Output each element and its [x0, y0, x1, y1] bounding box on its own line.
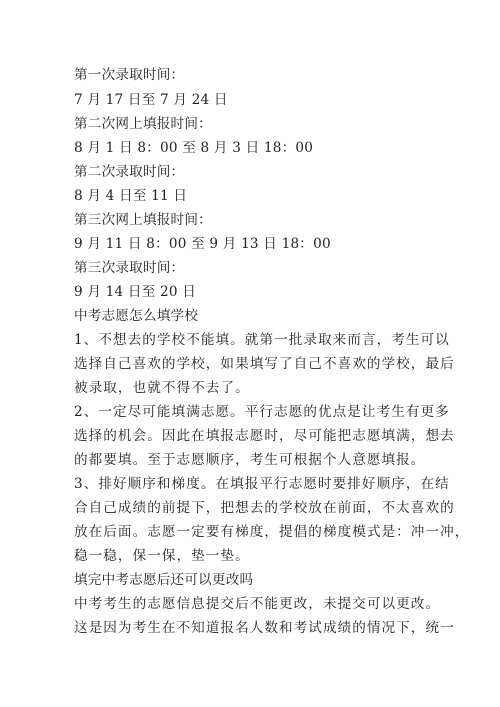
paragraph-line: 选择自己喜欢的学校，如果填写了自己不喜欢的学校，最后 — [74, 356, 455, 372]
paragraph-line: 合自己成绩的前提下，把想去的学校放在前面，不太喜欢的 — [74, 500, 455, 516]
paragraph-line: 放在后面。志愿一定要有梯度，提倡的梯度模式是：冲一冲， — [74, 524, 470, 540]
paragraph-line: 选择的机会。因此在填报志愿时，尽可能把志愿填满，想去 — [74, 428, 455, 444]
heading-third-online-filing-time: 第三次网上填报时间： — [74, 212, 212, 228]
paragraph-line: 这是因为考生在不知道报名人数和考试成绩的情况下，统一 — [74, 620, 455, 636]
date-third-online-filing: 9 月 11 日 8：00 至 9 月 13 日 18：00 — [74, 236, 331, 252]
paragraph-line: 2、一定尽可能填满志愿。平行志愿的优点是让考生有更多 — [74, 404, 450, 420]
paragraph-line: 1、不想去的学校不能填。就第一批录取来而言，考生可以 — [74, 332, 450, 348]
paragraph-line: 中考考生的志愿信息提交后不能更改，未提交可以更改。 — [74, 596, 441, 612]
heading-first-admission-time: 第一次录取时间： — [74, 67, 185, 83]
date-second-admission: 8 月 4 日至 11 日 — [74, 188, 188, 204]
paragraph-line: 稳一稳，保一保，垫一垫。 — [74, 548, 250, 564]
heading-second-online-filing-time: 第二次网上填报时间： — [74, 116, 212, 132]
date-second-online-filing: 8 月 1 日 8：00 至 8 月 3 日 18：00 — [74, 140, 314, 156]
date-first-admission: 7 月 17 日至 7 月 24 日 — [74, 92, 228, 108]
heading-third-admission-time: 第三次录取时间： — [74, 260, 185, 276]
section-heading-can-change: 填完中考志愿后还可以更改吗 — [74, 572, 254, 588]
date-third-admission: 9 月 14 日至 20 日 — [74, 284, 197, 300]
paragraph-line: 被录取，也就不得不去了。 — [74, 380, 250, 396]
paragraph-line: 的都要填。至于志愿顺序，考生可根据个人意愿填报。 — [74, 452, 426, 468]
paragraph-line: 3、排好顺序和梯度。在填报平行志愿时要排好顺序，在结 — [74, 476, 450, 492]
heading-second-admission-time: 第二次录取时间： — [74, 164, 185, 180]
section-heading-how-to-fill: 中考志愿怎么填学校 — [74, 308, 199, 324]
